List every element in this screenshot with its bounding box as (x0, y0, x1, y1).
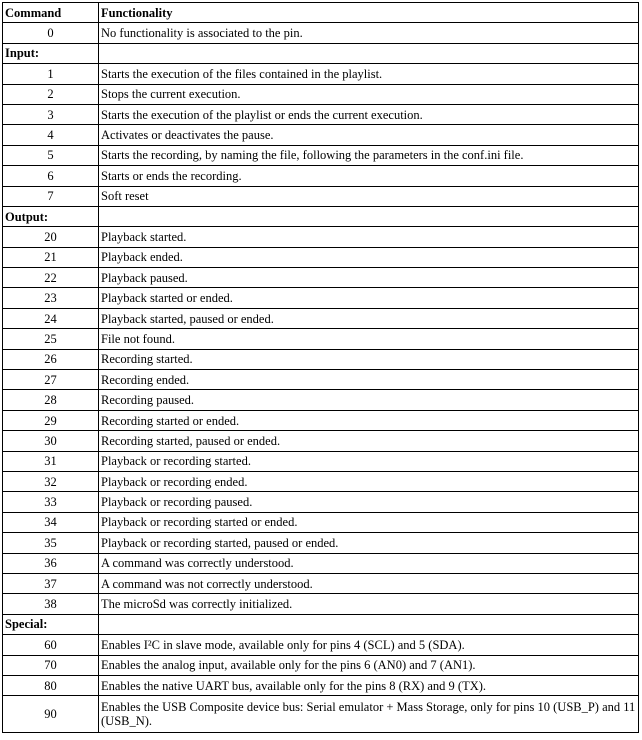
command-cell: 31 (3, 451, 99, 471)
table-row (3, 329, 639, 349)
special-section-empty (99, 614, 639, 634)
functionality-cell: Playback or recording started or ended. (99, 512, 639, 532)
table-row (3, 431, 639, 451)
functionality-cell: Stops the current execution. (99, 84, 639, 104)
command-cell: 60 (3, 635, 99, 655)
command-cell: 25 (3, 329, 99, 349)
functionality-cell: Recording started. (99, 349, 639, 369)
table-row (3, 227, 639, 247)
header-row (3, 3, 639, 23)
command-cell: 20 (3, 227, 99, 247)
table-row (3, 104, 639, 124)
table-row (3, 349, 639, 369)
functionality-cell: Playback started or ended. (99, 288, 639, 308)
command-cell: 28 (3, 390, 99, 410)
command-table (2, 2, 639, 733)
functionality-cell: Recording started, paused or ended. (99, 431, 639, 451)
table-row (3, 268, 639, 288)
table-row (3, 492, 639, 512)
table-row (3, 247, 639, 267)
input-section-row (3, 43, 639, 63)
functionality-cell: Recording paused. (99, 390, 639, 410)
command-cell: 32 (3, 471, 99, 491)
command-cell: 36 (3, 553, 99, 573)
functionality-cell: The microSd was correctly initialized. (99, 594, 639, 614)
output-section-label: Output: (3, 206, 99, 226)
table-row (3, 451, 639, 471)
functionality-cell: A command was correctly understood. (99, 553, 639, 573)
command-cell: 33 (3, 492, 99, 512)
command-cell: 5 (3, 145, 99, 165)
table-row (3, 186, 639, 206)
command-cell: 34 (3, 512, 99, 532)
functionality-cell: Starts or ends the recording. (99, 166, 639, 186)
functionality-cell: A command was not correctly understood. (99, 573, 639, 593)
functionality-cell: Soft reset (99, 186, 639, 206)
special-section-label: Special: (3, 614, 99, 634)
table-row (3, 125, 639, 145)
functionality-cell: File not found. (99, 329, 639, 349)
functionality-cell: Playback or recording started. (99, 451, 639, 471)
command-cell: 29 (3, 410, 99, 430)
command-cell: 24 (3, 308, 99, 328)
header-functionality: Functionality (99, 3, 639, 23)
command-cell: 37 (3, 573, 99, 593)
command-cell: 7 (3, 186, 99, 206)
table-row (3, 533, 639, 553)
command-cell: 90 (3, 696, 99, 733)
table-row (3, 675, 639, 695)
functionality-cell: Playback paused. (99, 268, 639, 288)
functionality-cell: Enables the analog input, available only for the pins 6 (AN0) and 7 (AN1). (99, 655, 639, 675)
table-row (3, 696, 639, 733)
special-section-row (3, 614, 639, 634)
functionality-cell: Playback started. (99, 227, 639, 247)
command-cell: 0 (3, 23, 99, 43)
table-row (3, 64, 639, 84)
command-cell: 22 (3, 268, 99, 288)
table-row (3, 166, 639, 186)
command-cell: 35 (3, 533, 99, 553)
command-cell: 3 (3, 104, 99, 124)
table-row (3, 308, 639, 328)
table-row (3, 390, 639, 410)
functionality-cell: Enables I²C in slave mode, available only for pins 4 (SCL) and 5 (SDA). (99, 635, 639, 655)
command-cell: 2 (3, 84, 99, 104)
functionality-cell: Recording started or ended. (99, 410, 639, 430)
table-row (3, 594, 639, 614)
functionality-cell: Activates or deactivates the pause. (99, 125, 639, 145)
input-section-empty (99, 43, 639, 63)
functionality-cell: No functionality is associated to the pin. (99, 23, 639, 43)
command-cell: 23 (3, 288, 99, 308)
command-cell: 26 (3, 349, 99, 369)
functionality-cell: Recording ended. (99, 370, 639, 390)
command-cell: 6 (3, 166, 99, 186)
functionality-cell: Playback or recording paused. (99, 492, 639, 512)
command-cell: 21 (3, 247, 99, 267)
table-row (3, 84, 639, 104)
table-row (3, 512, 639, 532)
command-cell: 1 (3, 64, 99, 84)
command-cell: 70 (3, 655, 99, 675)
table-row (3, 410, 639, 430)
functionality-cell: Enables the native UART bus, available only for the pins 8 (RX) and 9 (TX). (99, 675, 639, 695)
functionality-cell: Playback started, paused or ended. (99, 308, 639, 328)
functionality-cell: Enables the USB Composite device bus: Serial emulator + Mass Storage, only for pins 10 (USB_P) and 11 (USB_N). (99, 696, 639, 733)
command-cell: 38 (3, 594, 99, 614)
table-row (3, 370, 639, 390)
functionality-cell: Playback or recording ended. (99, 471, 639, 491)
functionality-cell: Starts the recording, by naming the file, following the parameters in the conf.ini file. (99, 145, 639, 165)
command-cell: 4 (3, 125, 99, 145)
functionality-cell: Starts the execution of the files contained in the playlist. (99, 64, 639, 84)
input-section-label: Input: (3, 43, 99, 63)
output-section-empty (99, 206, 639, 226)
functionality-cell: Playback or recording started, paused or ended. (99, 533, 639, 553)
table-row (3, 471, 639, 491)
functionality-cell: Starts the execution of the playlist or ends the current execution. (99, 104, 639, 124)
header-command: Command (3, 3, 99, 23)
table-row (3, 288, 639, 308)
table-row (3, 23, 639, 43)
table-row (3, 573, 639, 593)
functionality-cell: Playback ended. (99, 247, 639, 267)
table-row (3, 635, 639, 655)
output-section-row (3, 206, 639, 226)
command-cell: 30 (3, 431, 99, 451)
table-row (3, 553, 639, 573)
table-row (3, 655, 639, 675)
command-cell: 27 (3, 370, 99, 390)
command-cell: 80 (3, 675, 99, 695)
table-row (3, 145, 639, 165)
